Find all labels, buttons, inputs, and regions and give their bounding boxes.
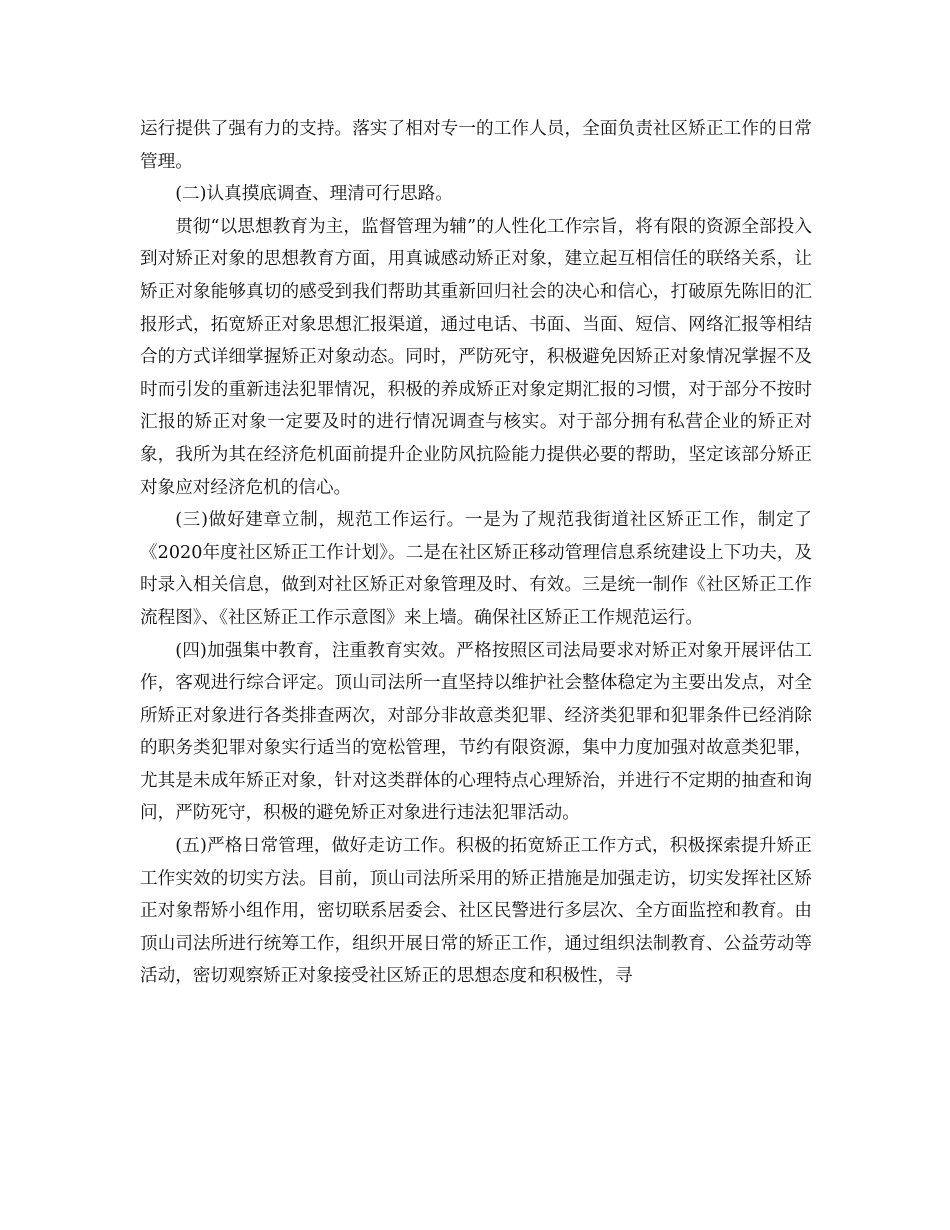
paragraph-ideological-education: 贯彻“以思想教育为主，监督管理为辅”的人性化工作宗旨，将有限的资源全部投入到对矫正对象的思想教育方面，用真诚感动矫正对象，建立起互相信任的联络关系，让矫正对象能够真切的感受到我们帮助其重新回归社会的决心和信心，打破原先陈旧的汇报形式，拓宽矫正对象思想汇报渠道，通过电话、书面、当面、短信、网络汇报等相结合的方式详细掌握矫正对象动态。同时，严防死守，积极避免因矫正对象情况掌握不及时而引发的重新违法犯罪情况，积极的养成矫正对象定期汇报的习惯，对于部分不按时汇报的矫正对象一定要及时的进行情况调查与核实。对于部分拥有私营企业的矫正对象，我所为其在经济危机面前提升企业防风抗险能力提供必要的帮助，坚定该部分矫正对象应对经济危机的信心。 (140, 216, 812, 498)
section-3-regulations: (三)做好建章立制，规范工作运行。一是为了规范我街道社区矫正工作，制定了《2020年度社区矫正工作计划》。二是在社区矫正移动管理信息系统建设上下功夫，及时录入相关信息，做到对社区矫正对象管理及时、有效。三是统一制作《社区矫正工作流程图》、《社区矫正工作示意图》来上墙。确保社区矫正工作规范运行。 (140, 510, 812, 628)
section-heading-2: (二)认真摸底调查、理清可行思路。 (175, 184, 453, 205)
section-4-education: (四)加强集中教育，注重教育实效。严格按照区司法局要求对矫正对象开展评估工作，客观进行综合评定。顶山司法所一直坚持以维护社会整体稳定为主要出发点，对全所矫正对象进行各类排查两次，对部分非故意类犯罪、经济类犯罪和犯罪条件已经消除的职务类犯罪对象实行适当的宽松管理，节约有限资源，集中力度加强对故意类犯罪，尤其是未成年矫正对象，针对这类群体的心理特点心理矫治，并进行不定期的抽查和询问，严防死守，积极的避免矫正对象进行违法犯罪活动。 (140, 640, 812, 824)
document-body (140, 113, 812, 993)
section-5-daily-management: (五)严格日常管理，做好走访工作。积极的拓宽矫正工作方式，积极探索提升矫正工作实效的切实方法。目前，顶山司法所采用的矫正措施是加强走访，切实发挥社区矫正对象帮矫小组作用，密切联系居委会、社区民警进行多层次、全方面监控和教育。由顶山司法所进行统筹工作，组织开展日常的矫正工作，通过组织法制教育、公益劳动等活动，密切观察矫正对象接受社区矫正的思想态度和积极性，寻 (140, 836, 812, 987)
paragraph-continuation: 运行提供了强有力的支持。落实了相对专一的工作人员，全面负责社区矫正工作的日常管理。 (140, 119, 812, 172)
